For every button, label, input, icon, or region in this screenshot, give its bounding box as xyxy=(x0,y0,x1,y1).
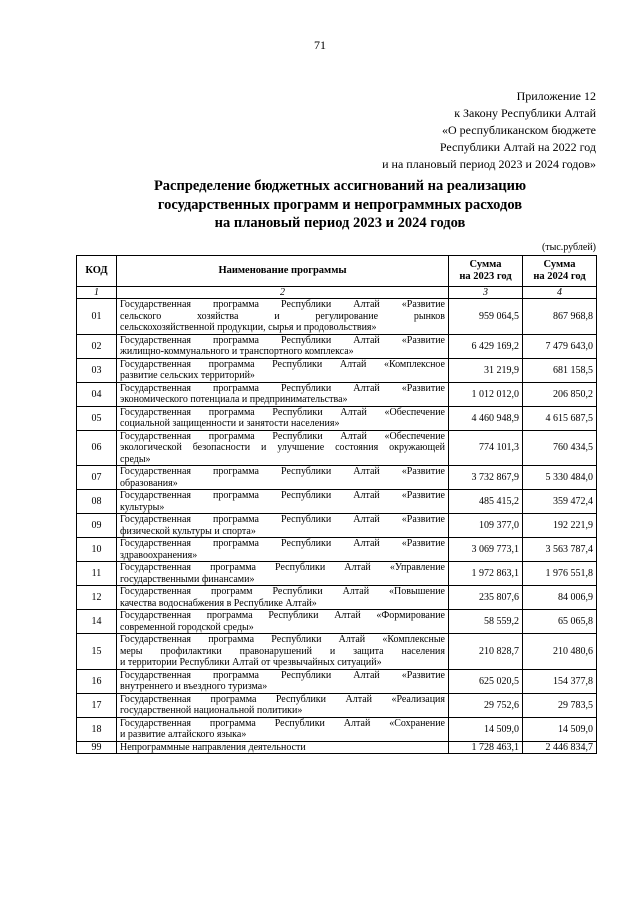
row-program-name xyxy=(117,538,449,562)
row-code: 03 xyxy=(77,358,117,382)
row-sum-2024: 681 158,5 xyxy=(523,358,597,382)
program-name-line: образования» xyxy=(120,477,178,489)
program-name-line: Государственная программа Республики Алтай «Развитие xyxy=(120,669,445,681)
row-sum-2023: 625 020,5 xyxy=(449,669,523,693)
appendix-line: «О республиканском бюджете xyxy=(441,123,596,137)
program-name-line: государственной национальной политики» xyxy=(120,705,303,716)
header-code: КОД xyxy=(77,256,117,287)
row-program-name xyxy=(117,382,449,406)
row-code: 04 xyxy=(77,382,117,406)
table-row xyxy=(77,669,597,693)
row-program-name xyxy=(117,562,449,586)
row-code: 16 xyxy=(77,669,117,693)
row-sum-2023: 3 069 773,1 xyxy=(449,538,523,562)
row-sum-2024: 210 480,6 xyxy=(523,634,597,670)
row-program-name xyxy=(117,669,449,693)
program-name-line: здравоохранения» xyxy=(120,549,198,561)
appendix-line: Республики Алтай на 2022 год xyxy=(439,140,596,154)
table-row xyxy=(77,514,597,538)
row-program-name xyxy=(117,514,449,538)
program-name-line: жилищно-коммунального и транспортного комплекса» xyxy=(120,346,354,357)
header-sum-2023 xyxy=(449,256,523,287)
header-name: Наименование программы xyxy=(117,256,449,287)
row-sum-2024: 867 968,8 xyxy=(523,299,597,335)
table-row xyxy=(77,562,597,586)
appendix-line: Приложение 12 xyxy=(516,89,596,103)
row-sum-2024: 1 976 551,8 xyxy=(523,562,597,586)
row-code: 14 xyxy=(77,610,117,634)
row-sum-2023: 1 728 463,1 xyxy=(449,741,523,754)
program-name-line: Государственная программа Республики Алтай «Развитие xyxy=(120,538,445,549)
header-sum-2023-line2: на 2023 год xyxy=(459,271,512,282)
row-sum-2024: 84 006,9 xyxy=(523,586,597,610)
row-code: 18 xyxy=(77,717,117,741)
row-code: 05 xyxy=(77,406,117,430)
row-sum-2024: 3 563 787,4 xyxy=(523,538,597,562)
header-sum-2023-line1: Сумма xyxy=(469,259,502,270)
column-number: 2 xyxy=(117,287,449,299)
program-name-line: Государственная программ Республики Алтай «Повышение xyxy=(120,586,445,597)
row-code: 06 xyxy=(77,430,117,466)
row-sum-2023: 31 219,9 xyxy=(449,358,523,382)
row-program-name xyxy=(117,717,449,741)
header-sum-2024-line1: Сумма xyxy=(543,259,576,270)
row-sum-2023: 58 559,2 xyxy=(449,610,523,634)
column-number: 3 xyxy=(449,287,523,299)
row-sum-2024: 5 330 484,0 xyxy=(523,466,597,490)
table-header-row xyxy=(77,256,597,287)
program-name-line: внутреннего и въездного туризма» xyxy=(120,681,268,692)
table-row xyxy=(77,741,597,754)
row-sum-2023: 1 012 012,0 xyxy=(449,382,523,406)
column-number-row xyxy=(77,287,597,299)
row-code: 09 xyxy=(77,514,117,538)
appendix-line: к Закону Республики Алтай xyxy=(454,106,596,120)
row-sum-2023: 29 752,6 xyxy=(449,693,523,717)
row-sum-2024: 154 377,8 xyxy=(523,669,597,693)
row-sum-2023: 1 972 863,1 xyxy=(449,562,523,586)
program-name-line: Государственная программа Республики Алтай «Комплексное xyxy=(120,358,445,370)
row-program-name xyxy=(117,634,449,670)
row-sum-2023: 14 509,0 xyxy=(449,717,523,741)
row-code: 12 xyxy=(77,586,117,610)
program-name-line: Государственная программа Республики Алтай «Формирование xyxy=(120,610,445,621)
program-name-line: Государственная программа Республики Алтай «Развитие xyxy=(120,466,445,477)
row-program-name xyxy=(117,693,449,717)
appendix-note xyxy=(382,88,596,173)
row-program-name xyxy=(117,334,449,358)
program-name-line: Государственная программа Республики Алтай «Развитие xyxy=(120,334,445,346)
table-row xyxy=(77,358,597,382)
program-name-line: Непрограммные направления деятельности xyxy=(120,741,306,753)
table-body xyxy=(77,299,597,754)
program-name-line: сельскохозяйственной продукции, сырья и продовольствия» xyxy=(120,322,377,333)
program-name-line: Государственная программа Республики Алтай «Обеспечение xyxy=(120,406,445,418)
row-sum-2024: 760 434,5 xyxy=(523,430,597,466)
row-code: 02 xyxy=(77,334,117,358)
table-row xyxy=(77,490,597,514)
row-sum-2024: 7 479 643,0 xyxy=(523,334,597,358)
row-code: 15 xyxy=(77,634,117,670)
row-sum-2023: 959 064,5 xyxy=(449,299,523,335)
row-sum-2024: 2 446 834,7 xyxy=(523,741,597,754)
program-name-line: государственными финансами» xyxy=(120,573,255,585)
program-name-line: экологической безопасности и улучшение состояния окружающей xyxy=(120,442,445,453)
program-name-line: Государственная программа Республики Алтай «Управление xyxy=(120,562,445,573)
row-code: 11 xyxy=(77,562,117,586)
table-row xyxy=(77,610,597,634)
row-program-name xyxy=(117,299,449,335)
program-name-line: Государственная программа Республики Алтай «Развитие xyxy=(120,514,445,525)
row-code: 99 xyxy=(77,741,117,754)
page-number: 71 xyxy=(314,38,326,52)
row-program-name xyxy=(117,430,449,466)
program-name-line: среды» xyxy=(120,453,151,465)
row-sum-2024: 14 509,0 xyxy=(523,717,597,741)
title-line: государственных программ и непрограммных расходов xyxy=(157,196,523,213)
table-row xyxy=(77,586,597,610)
row-sum-2023: 6 429 169,2 xyxy=(449,334,523,358)
row-program-name xyxy=(117,406,449,430)
row-sum-2024: 65 065,8 xyxy=(523,610,597,634)
row-sum-2024: 29 783,5 xyxy=(523,693,597,717)
appendix-line: и на плановый период 2023 и 2024 годов» xyxy=(382,157,596,171)
row-program-name xyxy=(117,466,449,490)
program-name-line: Государственная программа Республики Алтай «Комплексные xyxy=(120,634,445,645)
program-name-line: и территории Республики Алтай от чрезвычайных ситуаций» xyxy=(120,657,382,668)
row-sum-2023: 3 732 867,9 xyxy=(449,466,523,490)
program-name-line: Государственная программа Республики Алтай «Развитие xyxy=(120,490,445,501)
row-program-name xyxy=(117,610,449,634)
program-name-line: экономического потенциала и предпринимательства» xyxy=(120,394,348,405)
row-code: 07 xyxy=(77,466,117,490)
row-code: 01 xyxy=(77,299,117,335)
program-name-line: Государственная программа Республики Алтай «Сохранение xyxy=(120,717,445,729)
row-sum-2023: 235 807,6 xyxy=(449,586,523,610)
row-sum-2024: 206 850,2 xyxy=(523,382,597,406)
table-row xyxy=(77,538,597,562)
program-name-line: качества водоснабжения в Республике Алтай» xyxy=(120,597,317,609)
units-label: (тыс.рублей) xyxy=(541,242,596,253)
row-sum-2023: 774 101,3 xyxy=(449,430,523,466)
table-row xyxy=(77,717,597,741)
table-row xyxy=(77,466,597,490)
program-name-line: Государственная программа Республики Алтай «Обеспечение xyxy=(120,430,445,442)
program-name-line: и развитие алтайского языка» xyxy=(120,729,247,740)
row-sum-2023: 485 415,2 xyxy=(449,490,523,514)
row-sum-2024: 4 615 687,5 xyxy=(523,406,597,430)
header-sum-2024-line2: на 2024 год xyxy=(533,271,586,282)
header-sum-2024 xyxy=(523,256,597,287)
budget-table xyxy=(76,255,597,754)
column-number: 4 xyxy=(523,287,597,299)
row-program-name xyxy=(117,358,449,382)
table-row xyxy=(77,430,597,466)
program-name-line: культуры» xyxy=(120,501,165,513)
program-name-line: развитие сельских территорий» xyxy=(120,370,255,381)
table-row xyxy=(77,634,597,670)
table-row xyxy=(77,693,597,717)
table-row xyxy=(77,406,597,430)
program-name-line: социальной защищенности и занятости населения» xyxy=(120,418,340,429)
row-program-name xyxy=(117,586,449,610)
row-code: 08 xyxy=(77,490,117,514)
row-sum-2023: 109 377,0 xyxy=(449,514,523,538)
column-number: 1 xyxy=(77,287,117,299)
program-name-line: физической культуры и спорта» xyxy=(120,525,256,537)
program-name-line: Государственная программа Республики Алтай «Развитие xyxy=(120,382,445,394)
row-program-name xyxy=(117,490,449,514)
row-program-name xyxy=(117,741,449,754)
program-name-line: современной городской среды» xyxy=(120,621,254,633)
row-code: 17 xyxy=(77,693,117,717)
program-name-line: меры профилактики правонарушений и защита населения xyxy=(120,645,445,657)
title-line: на плановый период 2023 и 2024 годов xyxy=(214,215,466,231)
table-row xyxy=(77,334,597,358)
row-sum-2024: 192 221,9 xyxy=(523,514,597,538)
program-name-line: сельского хозяйства и регулирование рынков xyxy=(120,310,445,322)
title-line: Распределение бюджетных ассигнований на реализацию xyxy=(153,178,527,194)
row-code: 10 xyxy=(77,538,117,562)
row-sum-2023: 210 828,7 xyxy=(449,634,523,670)
row-sum-2024: 359 472,4 xyxy=(523,490,597,514)
document-title xyxy=(60,177,620,233)
program-name-line: Государственная программа Республики Алтай «Реализация xyxy=(120,693,445,705)
table-row xyxy=(77,382,597,406)
table-row xyxy=(77,299,597,335)
program-name-line: Государственная программа Республики Алтай «Развитие xyxy=(120,299,445,310)
row-sum-2023: 4 460 948,9 xyxy=(449,406,523,430)
